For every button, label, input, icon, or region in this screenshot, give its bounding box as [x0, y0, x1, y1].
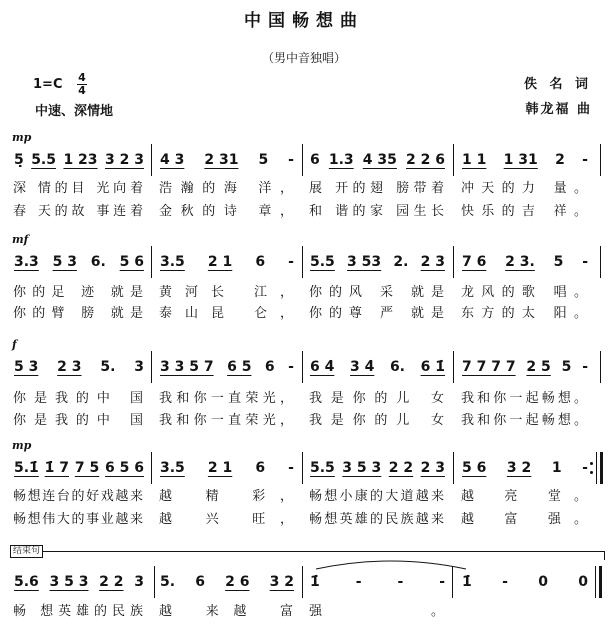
lyric-line-1: 你是我的中 国	[13, 391, 143, 406]
note-group: -	[582, 460, 588, 476]
lyric-line-1: 你的足 迹 就是	[13, 285, 143, 300]
note-group: 2 1	[207, 460, 233, 476]
note-group: -	[439, 574, 445, 590]
note-group: 3 4̇	[349, 359, 375, 375]
measure-1-notes	[10, 572, 148, 592]
measure-3-notes	[306, 458, 449, 478]
barline	[452, 566, 453, 598]
lyric-line-1: 畅 想英雄的民族	[13, 604, 143, 619]
lyric-line-2: 畅想英雄的民族越来	[309, 512, 444, 527]
note-group: 6	[255, 254, 266, 270]
note-group: 1	[551, 460, 562, 476]
note-group: 6	[310, 152, 320, 168]
lyricist-credit: 佚 名 词	[523, 77, 592, 92]
barline	[453, 246, 454, 278]
time-signature-bottom: 4	[78, 84, 86, 97]
note-group: 6 1̇	[420, 359, 445, 375]
lyric-line-2: 你是我的中 国	[13, 413, 143, 428]
note-group: 4 35	[362, 152, 397, 168]
dynamic-marking: mp	[12, 131, 32, 144]
note-group: 3 5 3	[342, 460, 382, 476]
note-group: 5.5	[31, 152, 56, 168]
note-group: 2 3	[420, 460, 445, 476]
barline	[151, 351, 152, 383]
lyric-line-1: 强。	[309, 604, 444, 619]
measure-2-notes	[156, 572, 298, 592]
measure-4-notes	[458, 357, 592, 377]
barline	[600, 351, 601, 383]
note-group: 3.5	[160, 460, 185, 476]
note-group: 5 3	[14, 359, 39, 375]
lyric-line-2: 你的臂 膀 就是	[13, 306, 143, 321]
note-group: 3	[134, 574, 144, 590]
measure-3-notes	[306, 572, 449, 592]
final-barline	[600, 452, 603, 484]
lyric-line-2: 越 富 强。	[461, 512, 587, 527]
time-signature-top: 4	[78, 71, 86, 84]
note-group: 2 2 6	[406, 152, 445, 168]
note-group: 0	[538, 574, 548, 590]
note-group: 5	[553, 254, 564, 270]
lyric-line-1: 龙风的歌 唱。	[461, 285, 587, 300]
note-group: -	[288, 359, 294, 375]
note-group: 1̇	[310, 574, 320, 590]
note-group: 6.	[389, 359, 405, 375]
note-group: 1̇	[462, 574, 472, 590]
ending-bracket	[10, 551, 605, 560]
measure-3-notes	[306, 357, 449, 377]
note-group: 3 2	[269, 574, 294, 590]
note-group: 6 5 6	[105, 460, 144, 476]
measure-1-notes	[10, 458, 148, 478]
note-group: 1.3	[328, 152, 354, 168]
dynamic-marking: mp	[12, 439, 32, 452]
note-group: 5.5	[310, 460, 335, 476]
measure-4-notes	[458, 572, 592, 592]
measure-3-notes	[306, 252, 449, 272]
measure-2-notes	[156, 458, 298, 478]
note-group: 5 6	[462, 460, 487, 476]
lyric-line-2: 我和你一直荣光，	[159, 413, 293, 428]
note-group: 3 2 3	[104, 152, 144, 168]
note-group: -	[288, 152, 294, 168]
note-group: 2 1	[207, 254, 233, 270]
note-group: -	[397, 574, 404, 590]
note-group: 5	[258, 152, 269, 168]
barline	[154, 566, 155, 598]
lyric-line-2: 越 兴 旺，	[159, 512, 293, 527]
barline	[596, 452, 597, 484]
barline	[302, 246, 303, 278]
note-group: 2 3	[420, 254, 445, 270]
repeat-dot	[590, 462, 593, 465]
note-group: -	[582, 359, 588, 375]
note-group: 3 53	[347, 254, 382, 270]
note-group: 2 31	[204, 152, 239, 168]
lyric-line-1: 浩瀚的海 洋，	[159, 181, 293, 196]
note-group: 5 6	[119, 254, 144, 270]
note-group: 4 3	[160, 152, 185, 168]
measure-2-notes	[156, 357, 298, 377]
measure-1-notes	[10, 252, 148, 272]
note-group: -	[582, 152, 588, 168]
note-group: 6 5	[227, 359, 252, 375]
time-signature	[76, 72, 88, 97]
lyric-line-1: 冲天的力 量。	[461, 181, 587, 196]
lyric-line-1: 畅想连台的好戏越来	[13, 489, 143, 504]
measure-1-notes	[10, 150, 148, 170]
lyric-line-2: 畅想伟大的事业越来	[13, 512, 143, 527]
lyric-line-2: 东方的太 阳。	[461, 306, 587, 321]
barline	[600, 246, 601, 278]
note-group: 3 2	[506, 460, 532, 476]
note-group: 5.1̇	[14, 460, 39, 476]
note-group: 2 3.	[505, 254, 535, 270]
note-group: 6	[264, 359, 275, 375]
lyric-line-2: 和 谐的家 园生长	[309, 204, 444, 219]
note-group: 5.	[100, 359, 116, 375]
lyric-line-1: 越 亮 堂。	[461, 489, 587, 504]
lyric-line-1: 畅想小康的大道越来	[309, 489, 444, 504]
measure-2-notes	[156, 252, 298, 272]
measure-4-notes	[458, 252, 592, 272]
note-group: 5.6	[14, 574, 39, 590]
barline	[151, 452, 152, 484]
note-group: -	[288, 460, 294, 476]
note-group: 2 2	[388, 460, 414, 476]
note-group: 6	[195, 574, 205, 590]
note-group: 3.3	[14, 254, 39, 270]
measure-4-notes	[458, 458, 592, 478]
note-group: 6.	[90, 254, 106, 270]
note-group: 2 5	[526, 359, 551, 375]
note-group: 3	[134, 359, 144, 375]
barline	[453, 144, 454, 176]
repeat-dot	[590, 471, 593, 474]
lyric-line-2: 泰山昆 仑，	[159, 306, 293, 321]
note-group: 5.5	[310, 254, 335, 270]
note-group: 2 6	[225, 574, 250, 590]
note-group: 7 6	[462, 254, 487, 270]
barline	[151, 246, 152, 278]
key-signature: 1=C	[33, 77, 63, 92]
note-group: 7 7 7 7	[462, 359, 516, 375]
lyric-line-2: 我是你的儿 女	[309, 413, 444, 428]
barline	[302, 566, 303, 598]
note-group: 6	[255, 460, 266, 476]
tie-slur	[316, 561, 466, 569]
performance-subtitle: （男中音独唱）	[261, 51, 346, 65]
note-group: 7 5	[74, 460, 100, 476]
note-group: 0	[578, 574, 588, 590]
lyric-line-2: 我和你一起畅想。	[461, 413, 587, 428]
dynamic-marking: mf	[12, 233, 29, 246]
barline	[600, 144, 601, 176]
lyric-line-1: 我和你一直荣光，	[159, 391, 293, 406]
note-group: 5̣	[14, 152, 24, 168]
note-group: 2	[555, 152, 565, 168]
song-title: 中国畅想曲	[244, 11, 364, 31]
lyric-line-2: 金秋的诗 章，	[159, 204, 293, 219]
barline	[302, 144, 303, 176]
lyric-line-1: 深 情的目 光向着	[13, 181, 143, 196]
note-group: 1 31	[503, 152, 538, 168]
lyric-line-1: 我是你的儿 女	[309, 391, 444, 406]
note-group: -	[288, 254, 294, 270]
barline	[595, 566, 596, 598]
note-group: -	[582, 254, 588, 270]
lyric-line-1: 你的风 采 就是	[309, 285, 444, 300]
tempo-marking: 中速、深情地	[35, 104, 114, 119]
note-group: 3 5 3	[49, 574, 89, 590]
lyric-line-1: 越 精 彩，	[159, 489, 293, 504]
lyric-line-1: 我和你一起畅想。	[461, 391, 587, 406]
lyric-line-1: 黄河长 江，	[159, 285, 293, 300]
note-group: 3 3 5 7	[160, 359, 214, 375]
note-group: 2.	[393, 254, 409, 270]
lyric-line-2: 你的尊 严 就是	[309, 306, 444, 321]
barline	[453, 452, 454, 484]
composer-credit: 韩龙福 曲	[525, 102, 592, 117]
note-group: 2 2	[99, 574, 124, 590]
lyric-line-2: 快乐的吉 祥。	[461, 204, 587, 219]
measure-2-notes	[156, 150, 298, 170]
note-group: 6 4̇	[310, 359, 335, 375]
note-group: 5.	[160, 574, 176, 590]
lyric-line-2: 春 天的故 事连着	[13, 204, 143, 219]
lyric-line-1: 展 开的翅 膀带着	[309, 181, 444, 196]
measure-3-notes	[306, 150, 449, 170]
ending-label: 结束句	[10, 545, 43, 558]
note-group: 1 23	[63, 152, 98, 168]
measure-1-notes	[10, 357, 148, 377]
measure-4-notes	[458, 150, 592, 170]
barline	[302, 452, 303, 484]
note-group: -	[502, 574, 508, 590]
note-group: 1 1	[462, 152, 487, 168]
barline	[302, 351, 303, 383]
dynamic-marking: f	[12, 338, 17, 351]
barline	[151, 144, 152, 176]
final-barline	[599, 566, 602, 598]
barline	[453, 351, 454, 383]
lyric-line-1: 越 来越 富	[159, 604, 293, 619]
note-group: 5 3	[52, 254, 77, 270]
note-group: 5	[561, 359, 572, 375]
note-group: -	[355, 574, 362, 590]
note-group: 3.5	[160, 254, 185, 270]
note-group: 1̇ 7	[44, 460, 69, 476]
note-group: 2 3	[57, 359, 82, 375]
